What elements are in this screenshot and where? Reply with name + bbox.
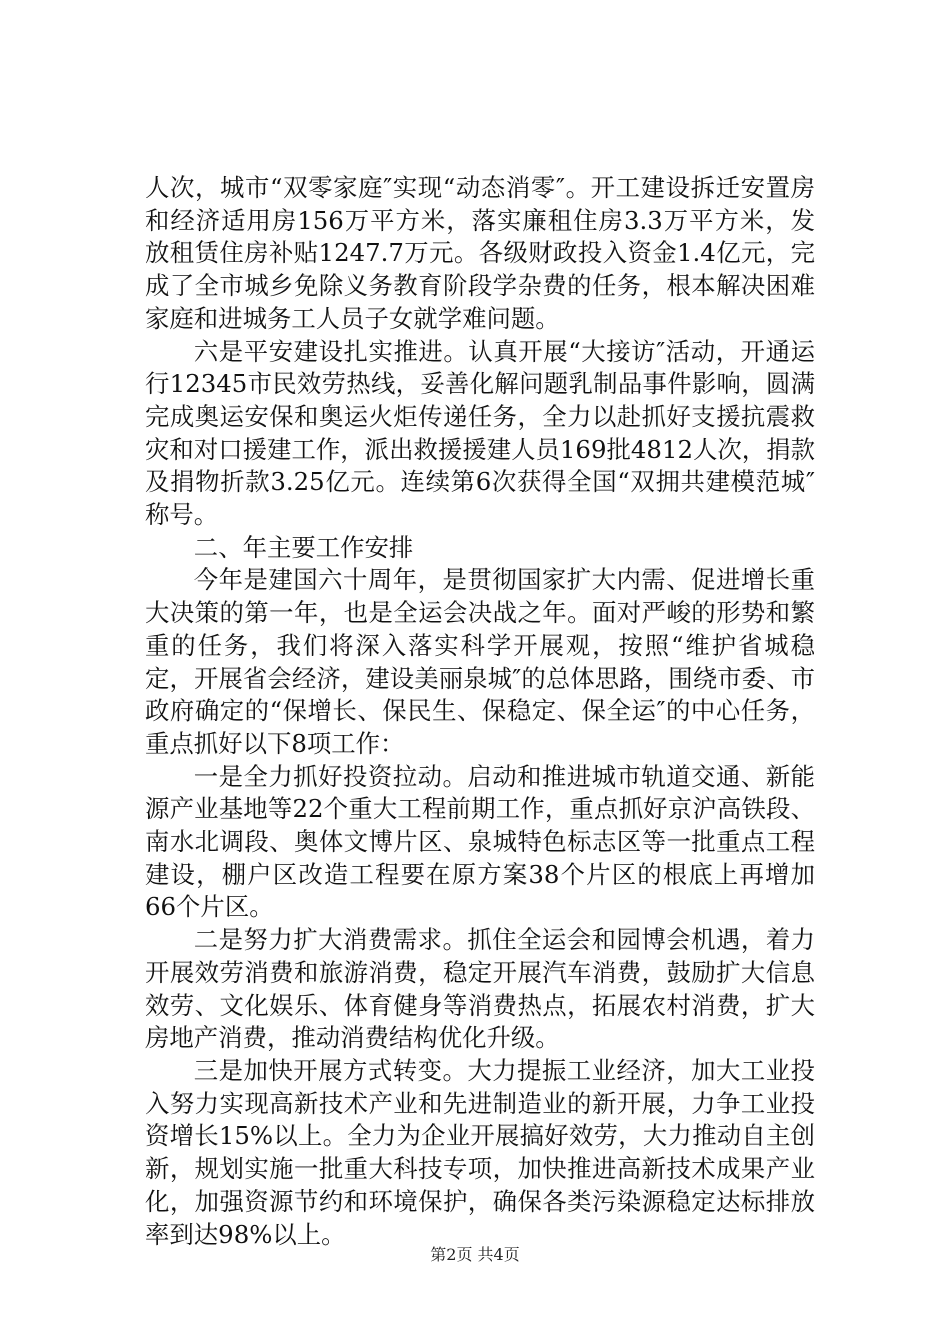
document-body <box>145 172 815 1251</box>
paragraph-investment: 一是全力抓好投资拉动。启动和推进城市轨道交通、新能源产业基地等22个重大工程前期工作，重点抓好京沪高铁段、南水北调段、奥体文博片区、泉城特色标志区等一批重点工程建设，棚户区改造工程要在原方案38个片区的根底上再增加66个片区。 <box>145 761 815 922</box>
paragraph-development-mode: 三是加快开展方式转变。大力提振工业经济，加大工业投入努力实现高新技术产业和先进制造业的新开展，力争工业投资增长15%以上。全力为企业开展搞好效劳，大力推动自主创新，规划实施一批重大科技专项，加快推进高新技术成果产业化，加强资源节约和环境保护，确保各类污染源稳定达标排放率到达98%以上。 <box>145 1055 815 1249</box>
section-heading-work-plan: 二、年主要工作安排 <box>193 532 414 562</box>
paragraph-public-safety: 六是平安建设扎实推进。认真开展“大接访″活动，开通运行12345市民效劳热线，妥善化解问题乳制品事件影响，圆满完成奥运安保和奥运火炬传递任务，全力以赴抓好支援抗震救灾和对口援建工作，派出救援援建人员169批4812人次，捐款及捐物折款3.25亿元。连续第6次获得全国“双拥共建模范城″称号。 <box>145 336 815 530</box>
paragraph-overview: 今年是建国六十周年，是贯彻国家扩大内需、促进增长重大决策的第一年，也是全运会决战之年。面对严峻的形势和繁重的任务，我们将深入落实科学开展观，按照“维护省城稳定，开展省会经济，建设美丽泉城″的总体思路，围绕市委、市政府确定的“保增长、保民生、保稳定、保全运″的中心任务，重点抓好以下8项工作： <box>145 565 815 758</box>
page-number-footer: 第2页 共4页 <box>430 1245 520 1264</box>
paragraph-consumption: 二是努力扩大消费需求。抓住全运会和园博会机遇，着力开展效劳消费和旅游消费，稳定开展汽车消费，鼓励扩大信息效劳、文化娱乐、体育健身等消费热点，拓展农村消费，扩大房地产消费，推动消费结构优化升级。 <box>145 925 815 1053</box>
paragraph-housing-education: 人次，城市“双零家庭″实现“动态消零″。开工建设拆迁安置房和经济适用房156万平方米，落实廉租住房3.3万平方米，发放租赁住房补贴1247.7万元。各级财政投入资金1.4亿元，完成了全市城乡免除义务教育阶段学杂费的任务，根本解决困难家庭和进城务工人员子女就学难问题。 <box>145 173 815 333</box>
